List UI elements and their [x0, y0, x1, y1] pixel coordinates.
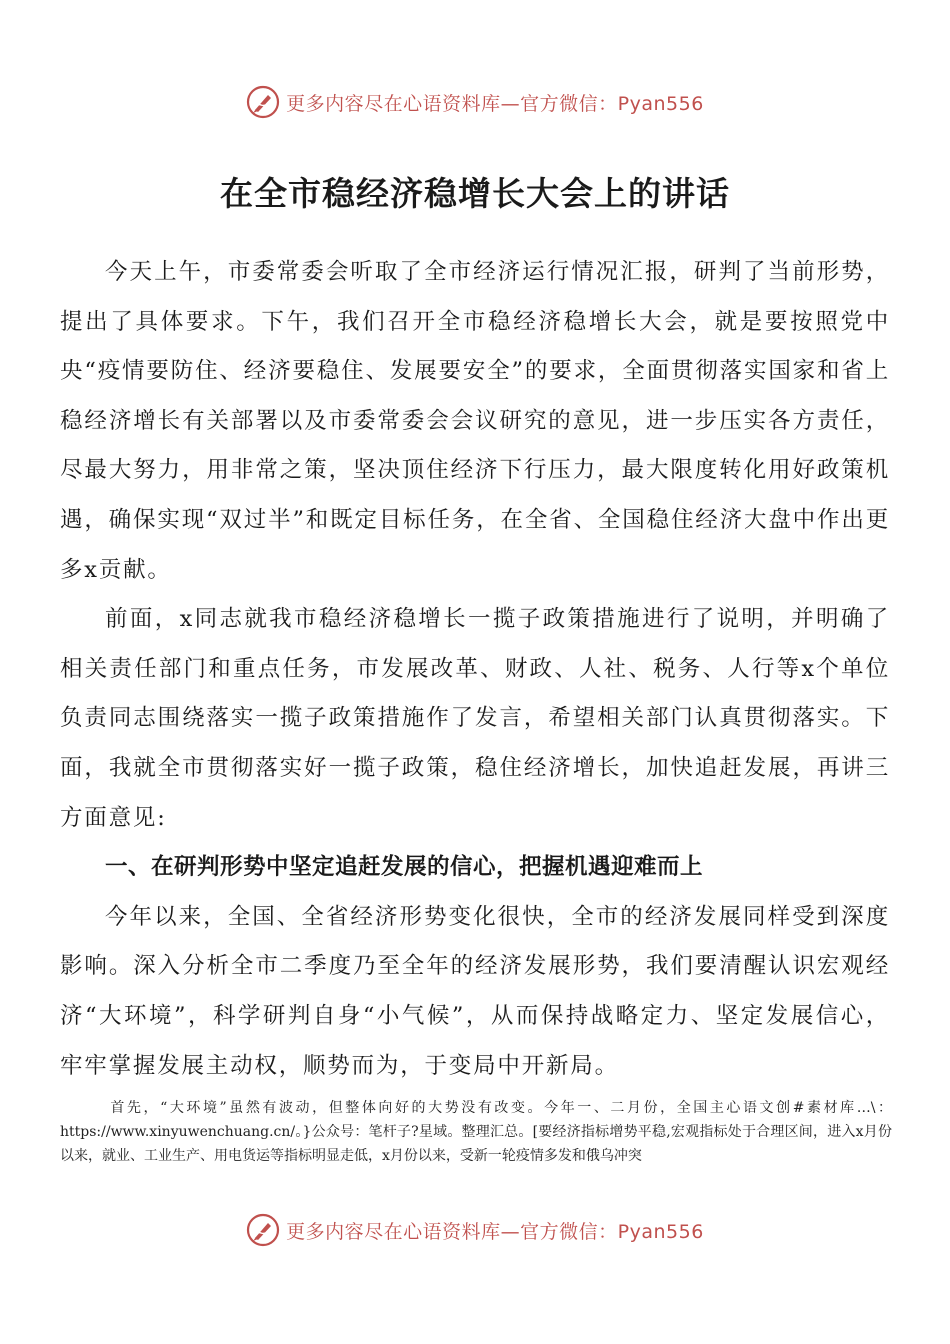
pen-logo-icon	[246, 1213, 280, 1247]
small-print-paragraph: 首先，“大环境”虽然有波动，但整体向好的大势没有改变。今年一、二月份，全国主心语文创#素材库…\：https://www.xinyuwenchuang.cn/。}公众号：笔杆子?星域。整理汇总。[要经济指标增势平稳,宏观指标处于合理区间，进入x月份以来，就业、工业生产、用电货运等指标明显走低，x月份以来，受新一轮疫情多发和俄乌冲突	[60, 1100, 892, 1164]
watermark-text: 更多内容尽在心语资料库—官方微信：Pyan556	[286, 1220, 704, 1243]
section-heading-1: 一、在研判形势中坚定追赶发展的信心，把握机遇迎难而上	[105, 854, 704, 881]
paragraph-context: 前面，x同志就我市稳经济稳增长一揽子政策措施进行了说明，并明确了相关责任部门和重点任务，市发展改革、财政、人社、税务、人行等x个单位负责同志围绕落实一揽子政策措施作了发言，希望相关部门认真贯彻落实。下面，我就全市贯彻落实好一揽子政策，稳住经济增长，加快追赶发展，再讲三方面意见:	[60, 606, 890, 831]
paragraph-situation: 今年以来，全国、全省经济形势变化很快，全市的经济发展同样受到深度影响。深入分析全市二季度乃至全年的经济发展形势，我们要清醒认识宏观经济“大环境”，科学研判自身“小气候”，从而保持战略定力、坚定发展信心，牢牢掌握发展主动权，顺势而为，于变局中开新局。	[60, 903, 890, 1079]
document-body	[60, 248, 890, 1091]
footer-watermark-banner	[0, 1210, 950, 1250]
pen-logo-icon	[246, 85, 280, 119]
paragraph-intro: 今天上午，市委常委会听取了全市经济运行情况汇报，研判了当前形势，提出了具体要求。下午，我们召开全市稳经济稳增长大会，就是要按照党中央“疫情要防住、经济要稳住、发展要安全”的要求，全面贯彻落实国家和省上稳经济增长有关部署以及市委常委会会议研究的意见，进一步压实各方责任，尽最大努力，用非常之策，坚决顶住经济下行压力，最大限度转化用好政策机遇，确保实现“双过半”和既定目标任务，在全省、全国稳住经济大盘中作出更多x贡献。	[60, 259, 890, 583]
watermark-text: 更多内容尽在心语资料库—官方微信：Pyan556	[286, 92, 704, 115]
header-watermark-banner	[0, 82, 950, 122]
document-title: 在全市稳经济稳增长大会上的讲话	[220, 174, 730, 213]
